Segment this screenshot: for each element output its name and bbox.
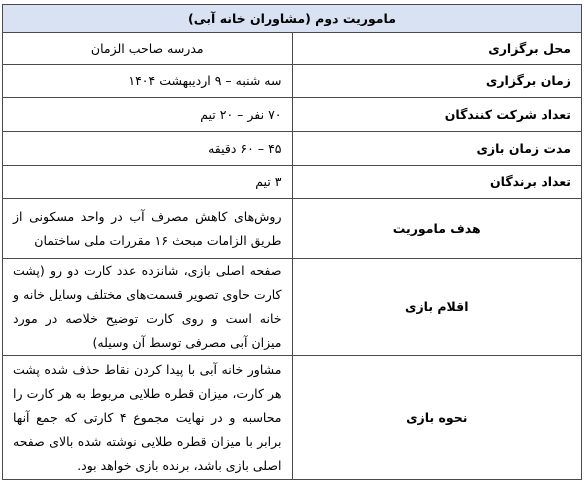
duration-value: ۴۵ – ۶۰ دقیقه bbox=[3, 132, 293, 166]
date-value: سه شنبه – ۹ اردیبهشت ۱۴۰۴ bbox=[3, 65, 293, 98]
objective-label: هدف ماموریت bbox=[292, 199, 582, 259]
row-gameplay bbox=[3, 356, 582, 480]
gameplay-label: نحوه بازی bbox=[292, 356, 582, 480]
row-venue bbox=[3, 33, 582, 65]
row-date bbox=[3, 65, 582, 98]
row-participants bbox=[3, 98, 582, 132]
participants-value: ۷۰ نفر – ۲۰ تیم bbox=[3, 98, 293, 132]
mission-table bbox=[2, 4, 582, 480]
row-duration bbox=[3, 132, 582, 166]
gameplay-value: مشاور خانه آبی با پیدا کردن نقاط حذف شده پشت هر کارت، میزان قطره طلایی مربوط به هر کارت را محاسبه و در نهایت مجموع ۴ کارتی که جمع آنها برابر با میزان قطره طلایی نوشته شده بالای صفحه اصلی بازی باشد، برنده بازی خواهد بود. bbox=[3, 356, 293, 480]
venue-label: محل برگزاری bbox=[292, 33, 582, 65]
duration-label: مدت زمان بازی bbox=[292, 132, 582, 166]
winners-value: ۳ تیم bbox=[3, 166, 293, 199]
winners-label: تعداد برندگان bbox=[292, 166, 582, 199]
row-winners bbox=[3, 166, 582, 199]
table-title: ماموریت دوم (مشاوران خانه آبی) bbox=[3, 5, 582, 33]
materials-value: صفحه اصلی بازی، شانزده عدد کارت دو رو (پشت کارت حاوی تصویر قسمت‌های مختلف وسایل خانه و خانه است و روی کارت توضیح خلاصه در مورد میزان آبی مصرفی توسط آن وسیله) bbox=[3, 259, 293, 356]
venue-value: مدرسه صاحب الزمان bbox=[3, 33, 293, 65]
row-materials bbox=[3, 259, 582, 356]
materials-label: اقلام بازی bbox=[292, 259, 582, 356]
title-row bbox=[3, 5, 582, 33]
participants-label: تعداد شرکت کنندگان bbox=[292, 98, 582, 132]
date-label: زمان برگزاری bbox=[292, 65, 582, 98]
objective-value: روش‌های کاهش مصرف آب در واحد مسکونی از طریق الزامات مبحث ۱۶ مقررات ملی ساختمان bbox=[3, 199, 293, 259]
mission-sheet bbox=[2, 4, 582, 480]
row-objective bbox=[3, 199, 582, 259]
